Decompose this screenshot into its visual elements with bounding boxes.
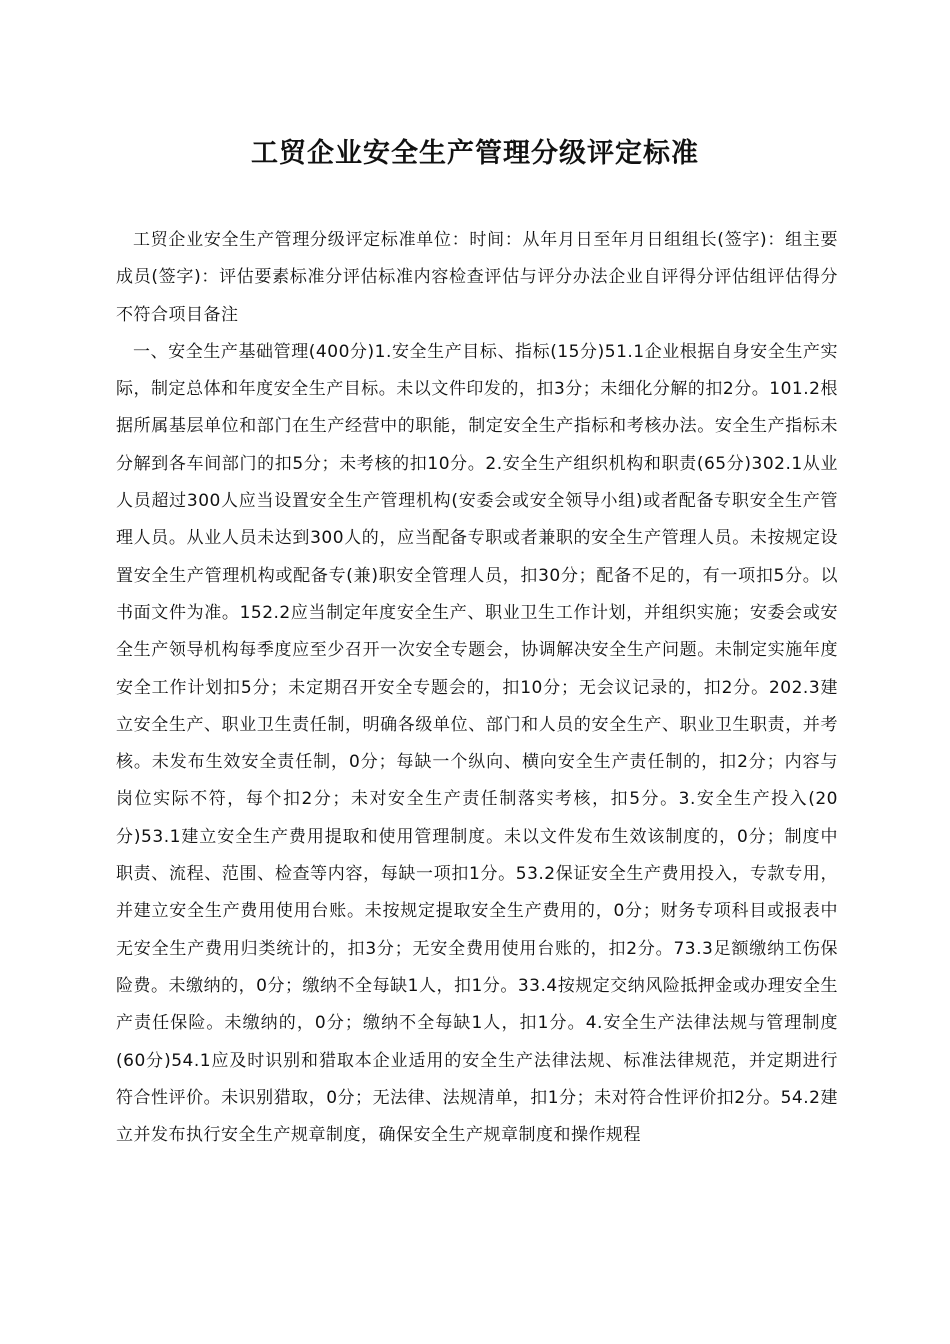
content-paragraph: 一、安全生产基础管理(400分)1.安全生产目标、指标(15分)51.1企业根据自身安全生产实际，制定总体和年度安全生产目标。未以文件印发的，扣3分；未细化分解的扣2分。101.2根据所属基层单位和部门在生产经营中的职能，制定安全生产指标和考核办法。安全生产指标未分解到各车间部门的扣5分；未考核的扣10分。2.安全生产组织机构和职责(65分)302.1从业人员超过300人应当设置安全生产管理机构(安委会或安全领导小组)或者配备专职安全生产管理人员。从业人员未达到300人的，应当配备专职或者兼职的安全生产管理人员。未按规定设置安全生产管理机构或配备专(兼)职安全管理人员，扣30分；配备不足的，有一项扣5分。以书面文件为准。152.2应当制定年度安全生产、职业卫生工作计划，并组织实施；安委会或安全生产领导机构每季度应至少召开一次安全专题会，协调解决安全生产问题。未制定实施年度安全工作计划扣5分；未定期召开安全专题会的，扣10分；无会议记录的，扣2分。202.3建立安全生产、职业卫生责任制，明确各级单位、部门和人员的安全生产、职业卫生职责，并考核。未发布生效安全责任制，0分；每缺一个纵向、横向安全生产责任制的，扣2分；内容与岗位实际不符，每个扣2分；未对安全生产责任制落实考核，扣5分。3.安全生产投入(20分)53.1建立安全生产费用提取和使用管理制度。未以文件发布生效该制度的，0分；制度中职责、流程、范围、检查等内容，每缺一项扣1分。53.2保证安全生产费用投入，专款专用，并建立安全生产费用使用台账。未按规定提取安全生产费用的，0分；财务专项科目或报表中无安全生产费用归类统计的，扣3分；无安全费用使用台账的，扣2分。73.3足额缴纳工伤保险费。未缴纳的，0分；缴纳不全每缺1人，扣1分。33.4按规定交纳风险抵押金或办理安全生产责任保险。未缴纳的，0分；缴纳不全每缺1人，扣1分。4.安全生产法律法规与管理制度(60分)54.1应及时识别和猎取本企业适用的安全生产法律法规、标准法律规范，并定期进行符合性评价。未识别猎取，0分；无法律、法规清单，扣1分；未对符合性评价扣2分。54.2建立并发布执行安全生产规章制度，确保安全生产规章制度和操作规程	[116, 341, 838, 1146]
header-paragraph: 工贸企业安全生产管理分级评定标准单位：时间：从年月日至年月日组组长(签字)：组主要成员(签字)：评估要素标准分评估标准内容检查评估与评分办法企业自评得分评估组评估得分不符合项目备注	[116, 230, 838, 325]
document-title: 工贸企业安全生产管理分级评定标准	[251, 138, 699, 169]
document-body	[116, 222, 838, 1154]
